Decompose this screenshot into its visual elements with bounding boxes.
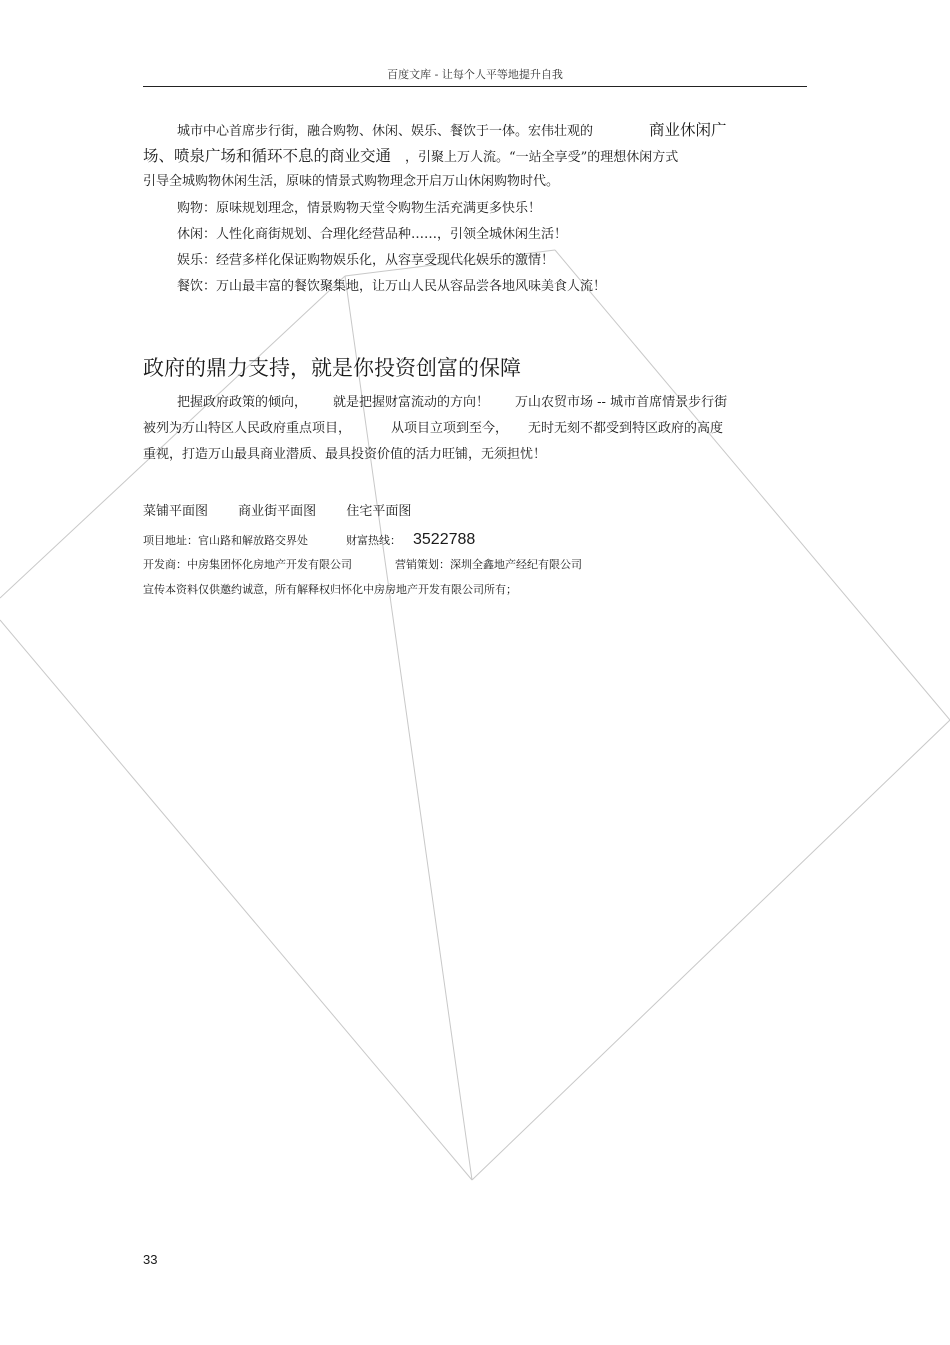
feature-item-dining: [143, 274, 807, 300]
support-text-3: 万山农贸市场 -- 城市首席情景步行街: [515, 395, 728, 410]
developer-label: 开发商：: [143, 558, 187, 571]
support-text-2: 就是把握财富流动的方向！: [333, 395, 490, 410]
header-divider: [143, 86, 807, 87]
government-support-paragraph: [143, 390, 807, 468]
feature-text: 原味规划理念，情景购物天堂令购物生活充满更多快乐！: [216, 201, 542, 216]
plan-link-residential[interactable]: 住宅平面图: [346, 504, 412, 519]
support-text-1: 把握政府政策的倾向，: [177, 395, 308, 410]
feature-list: [143, 196, 807, 300]
page-number: 33: [143, 1252, 158, 1267]
project-address-line: [143, 531, 475, 549]
disclaimer-line: 宣传本资料仅供邀约诚意，所有解释权归怀化中房房地产开发有限公司所有；: [143, 583, 517, 596]
support-text-5: 从项目立项到至今，: [391, 421, 509, 436]
intro-paragraph: [143, 118, 807, 144]
support-text-7: 重视，打造万山最具商业潜质、最具投资价值的活力旺铺，无须担忧！: [143, 447, 547, 462]
intro-text-1: 城市中心首席步行街，融合购物、休闲、娱乐、餐饮于一体。宏伟壮观的: [177, 124, 594, 139]
feature-text: 经营多样化保证购物娱乐化，从容享受现代化娱乐的激情！: [216, 253, 555, 268]
support-text-4: 被列为万山特区人民政府重点项目，: [143, 421, 352, 436]
marketing-label: 营销策划：: [395, 558, 450, 571]
feature-text: 万山最丰富的餐饮聚集地，让万山人民从容品尝各地风味美食人流！: [216, 279, 607, 294]
feature-label: 餐饮：: [177, 279, 217, 294]
intro-text-2: ，引聚上万人流。“一站全享受”的理想休闲方式: [405, 150, 679, 165]
plan-link-vegetable-shop[interactable]: 菜铺平面图: [143, 504, 209, 519]
address-label: 项目地址：: [143, 534, 198, 547]
section-heading: 政府的鼎力支持，就是你投资创富的保障: [143, 356, 521, 380]
feature-label: 购物：: [177, 201, 217, 216]
intro-paragraph-line3: 引导全城购物休闲生活，原味的情景式购物理念开启万山休闲购物时代。: [143, 174, 560, 189]
developer-line: [143, 556, 582, 572]
marketing-value: 深圳全鑫地产经纪有限公司: [450, 558, 582, 571]
feature-item-leisure: [143, 222, 807, 248]
feature-item-shopping: [143, 196, 807, 222]
feature-text: 人性化商街规划、合理化经营品种……，引领全城休闲生活！: [216, 227, 568, 242]
address-value: 官山路和解放路交界处: [198, 534, 308, 547]
feature-label: 休闲：: [177, 227, 217, 242]
developer-value: 中房集团怀化房地产开发有限公司: [187, 558, 352, 571]
intro-highlight-1: 商业休闲广: [649, 121, 727, 139]
floor-plan-links: [143, 500, 437, 519]
hotline-label: 财富热线：: [346, 534, 401, 547]
plan-link-commercial-street[interactable]: 商业街平面图: [238, 504, 317, 519]
intro-paragraph-line2: [143, 144, 807, 170]
hotline-number: 3522788: [413, 531, 476, 548]
document-header: 百度文库 - 让每个人平等地提升自我: [387, 68, 563, 81]
feature-label: 娱乐：: [177, 253, 217, 268]
intro-section: [143, 118, 807, 300]
feature-item-entertainment: [143, 248, 807, 274]
support-text-6: 无时无刻不都受到特区政府的高度: [528, 421, 724, 436]
intro-highlight-2: 场、喷泉广场和循环不息的商业交通: [143, 147, 392, 165]
